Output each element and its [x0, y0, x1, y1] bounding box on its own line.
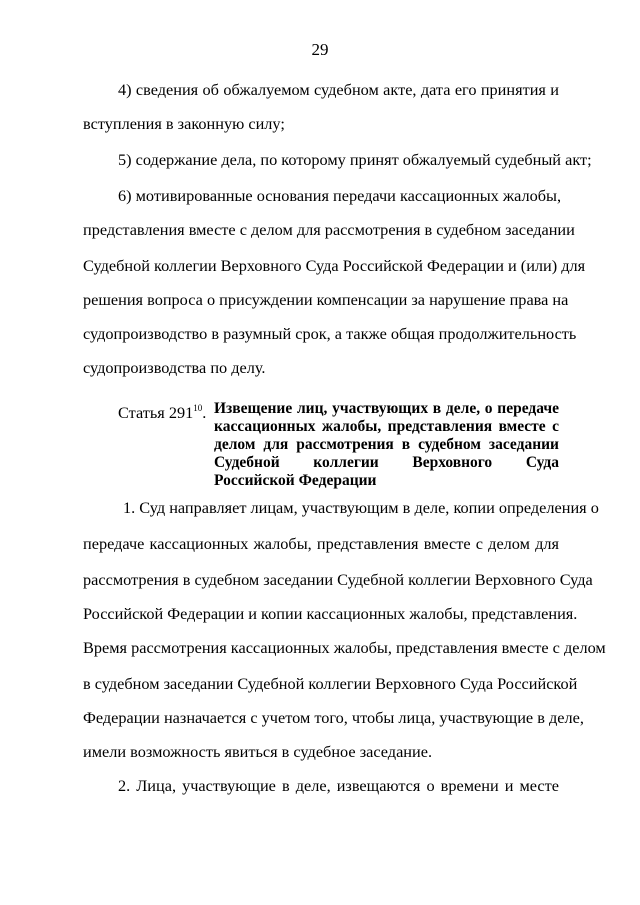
article-title-line-5: Российской Федерации [214, 472, 377, 489]
item-6-line-6: судопроизводства по делу. [83, 358, 266, 377]
item-4-line-2: вступления в законную силу; [83, 114, 285, 133]
item-4-line-1: 4) сведения об обжалуемом судебном акте, дата его принятия и [118, 80, 559, 99]
paragraph-1-line-2: передаче кассационных жалобы, представления вместе с делом для [83, 534, 559, 553]
item-6-line-3: Судебной коллегии Верховного Суда Российской Федерации и (или) для [83, 256, 586, 275]
item-6-line-4: решения вопроса о присуждении компенсации за нарушение права на [83, 290, 569, 309]
article-dot: . [202, 403, 207, 422]
article-title-line-2: кассационных жалобы, представления вместе с [214, 418, 559, 435]
item-5-line: 5) содержание дела, по которому принят обжалуемый судебный акт; [118, 150, 592, 169]
item-6-line-2: представления вместе с делом для рассмотрения в судебном заседании [83, 220, 575, 239]
paragraph-1-line-1: 1. Суд направляет лицам, участвующим в деле, копии определения о [123, 498, 599, 517]
article-number [118, 398, 206, 423]
article-superscript: 10 [193, 403, 203, 413]
item-6-line-1: 6) мотивированные основания передачи кассационных жалобы, [118, 186, 562, 205]
paragraph-1-line-3: рассмотрения в судебном заседании Судебной коллегии Верховного Суда [83, 570, 593, 589]
paragraph-1-line-6: в судебном заседании Судебной коллегии Верховного Суда Российской [83, 674, 578, 693]
article-title-line-3: делом для рассмотрения в судебном заседании [214, 436, 559, 453]
article-title-line-1: Извещение лиц, участвующих в деле, о передаче [214, 400, 559, 417]
paragraph-1-line-7: Федерации назначается с учетом того, чтобы лица, участвующие в деле, [83, 708, 584, 727]
page-number: 29 [311, 40, 329, 59]
paragraph-1-line-8: имели возможность явиться в судебное заседание. [83, 742, 433, 761]
paragraph-1-line-5: Время рассмотрения кассационных жалобы, представления вместе с делом [83, 638, 606, 657]
item-6-line-5: судопроизводство в разумный срок, а также общая продолжительность [83, 324, 577, 343]
paragraph-1-line-4: Российской Федерации и копии кассационных жалобы, представления. [83, 604, 578, 623]
article-label-text: Статья 291 [118, 403, 194, 422]
paragraph-2-line-1: 2. Лица, участвующие в деле, извещаются о времени и месте [118, 776, 559, 795]
article-title-line-4: Судебной коллегии Верховного Суда [214, 454, 559, 471]
